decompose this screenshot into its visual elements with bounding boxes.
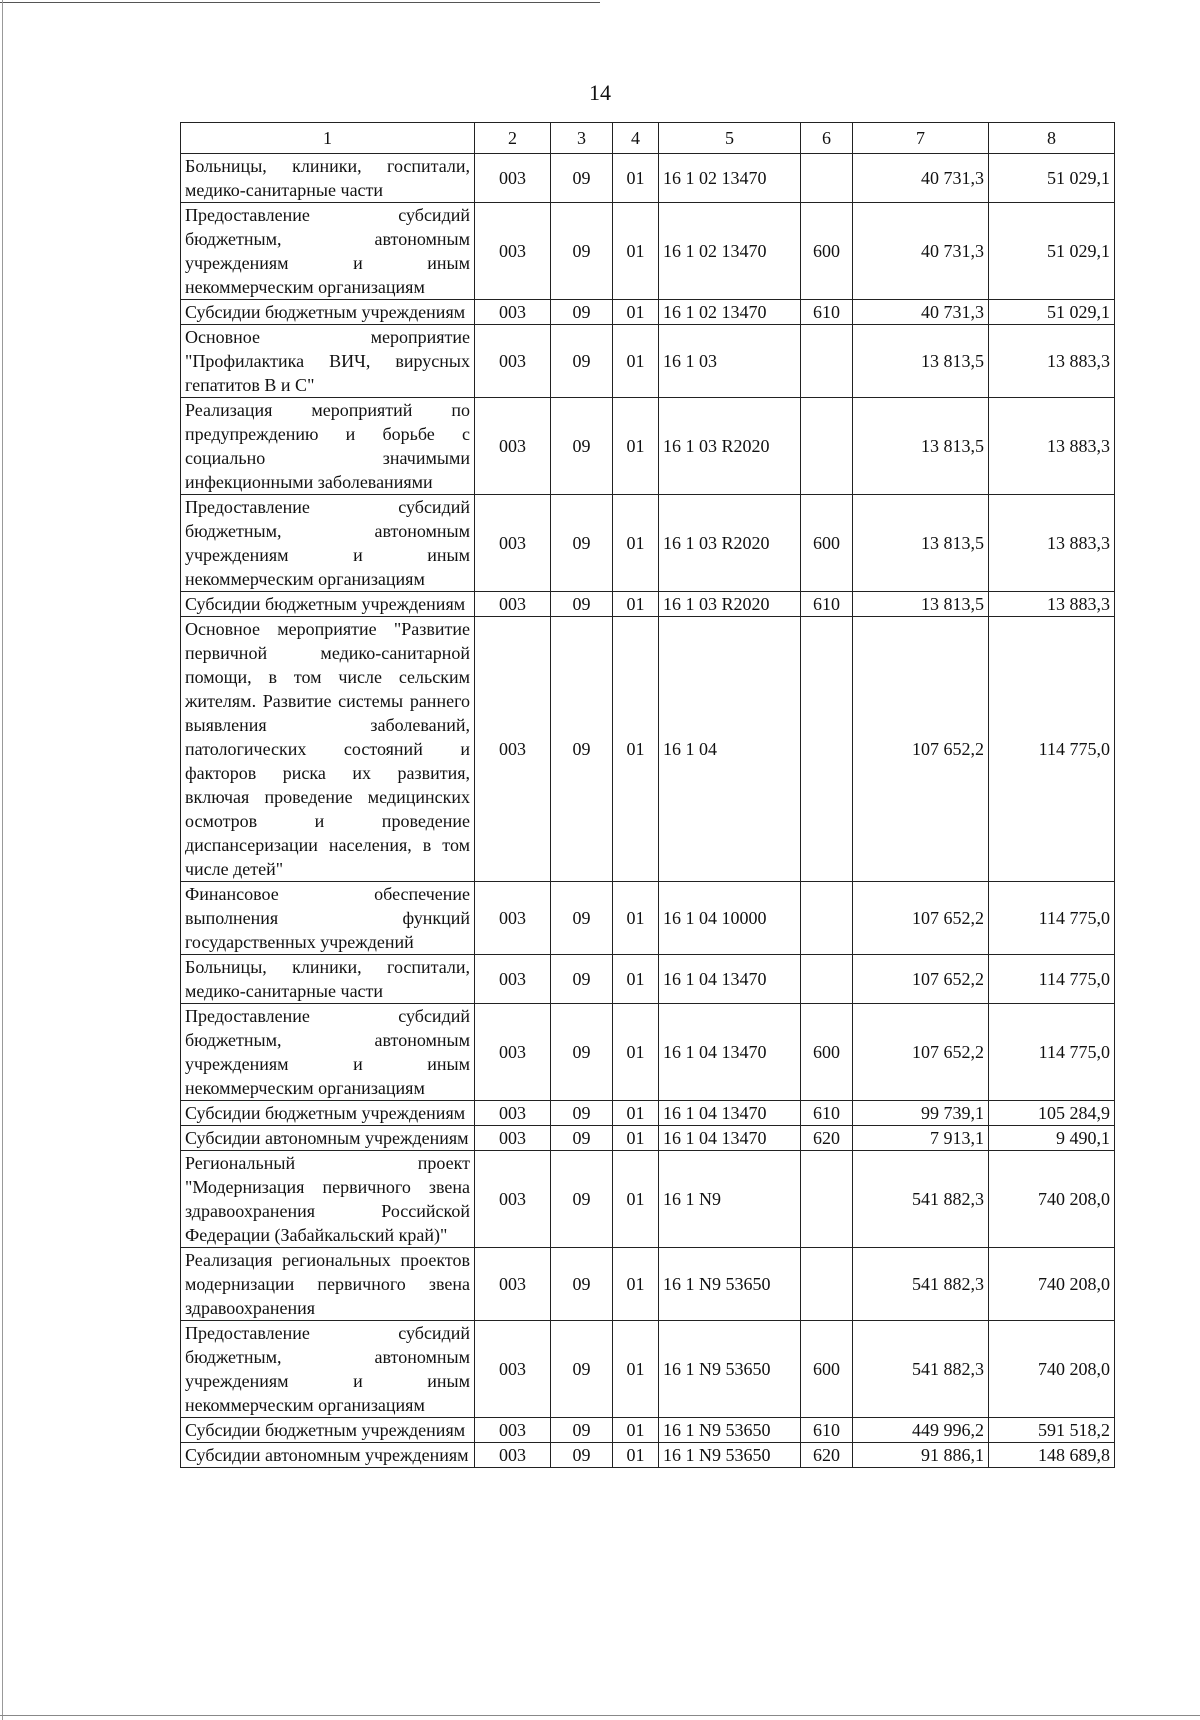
row-name-cell: Предоставление субсидий бюджетным, автономным учреждениям и иным некоммерческим организациям xyxy=(181,1321,475,1418)
subsection-cell: 01 xyxy=(613,1151,659,1248)
table-row xyxy=(181,325,1115,398)
target-article-cell: 16 1 04 10000 xyxy=(659,882,801,955)
section-cell: 09 xyxy=(551,1151,613,1248)
section-cell: 09 xyxy=(551,955,613,1004)
table-row xyxy=(181,882,1115,955)
row-name-cell: Субсидии бюджетным учреждениям xyxy=(181,300,475,325)
subsection-cell: 01 xyxy=(613,617,659,882)
row-name-cell: Региональный проект "Модернизация первичного звена здравоохранения Российской Федерации (Забайкальский край)" xyxy=(181,1151,475,1248)
table-row xyxy=(181,203,1115,300)
amount-year1-cell: 107 652,2 xyxy=(853,882,989,955)
expense-type-cell xyxy=(801,955,853,1004)
expense-type-cell: 600 xyxy=(801,1004,853,1101)
row-name-cell: Субсидии автономным учреждениям xyxy=(181,1126,475,1151)
subsection-cell: 01 xyxy=(613,1443,659,1468)
table-row xyxy=(181,1443,1115,1468)
target-article-cell: 16 1 04 xyxy=(659,617,801,882)
admin-code-cell: 003 xyxy=(475,1443,551,1468)
row-name-cell: Основное мероприятие "Профилактика ВИЧ, вирусных гепатитов В и С" xyxy=(181,325,475,398)
target-article-cell: 16 1 N9 53650 xyxy=(659,1248,801,1321)
header-cell: 7 xyxy=(853,123,989,154)
scan-edge-bottom xyxy=(0,1715,1200,1716)
header-cell: 3 xyxy=(551,123,613,154)
section-cell: 09 xyxy=(551,1443,613,1468)
row-name-cell: Субсидии бюджетным учреждениям xyxy=(181,1101,475,1126)
row-name-cell: Предоставление субсидий бюджетным, автономным учреждениям и иным некоммерческим организациям xyxy=(181,495,475,592)
subsection-cell: 01 xyxy=(613,495,659,592)
expense-type-cell xyxy=(801,398,853,495)
amount-year2-cell: 105 284,9 xyxy=(989,1101,1115,1126)
expense-type-cell: 600 xyxy=(801,1321,853,1418)
admin-code-cell: 003 xyxy=(475,495,551,592)
expense-type-cell: 600 xyxy=(801,203,853,300)
amount-year1-cell: 13 813,5 xyxy=(853,495,989,592)
amount-year1-cell: 541 882,3 xyxy=(853,1248,989,1321)
subsection-cell: 01 xyxy=(613,1004,659,1101)
admin-code-cell: 003 xyxy=(475,1418,551,1443)
expense-type-cell: 600 xyxy=(801,495,853,592)
row-name-cell: Предоставление субсидий бюджетным, автономным учреждениям и иным некоммерческим организациям xyxy=(181,203,475,300)
target-article-cell: 16 1 03 R2020 xyxy=(659,398,801,495)
amount-year1-cell: 107 652,2 xyxy=(853,1004,989,1101)
expense-type-cell xyxy=(801,1151,853,1248)
admin-code-cell: 003 xyxy=(475,592,551,617)
expense-type-cell: 610 xyxy=(801,300,853,325)
target-article-cell: 16 1 N9 xyxy=(659,1151,801,1248)
target-article-cell: 16 1 03 xyxy=(659,325,801,398)
subsection-cell: 01 xyxy=(613,203,659,300)
section-cell: 09 xyxy=(551,1321,613,1418)
table-row xyxy=(181,300,1115,325)
section-cell: 09 xyxy=(551,592,613,617)
target-article-cell: 16 1 03 R2020 xyxy=(659,495,801,592)
target-article-cell: 16 1 N9 53650 xyxy=(659,1418,801,1443)
subsection-cell: 01 xyxy=(613,1126,659,1151)
budget-table xyxy=(180,122,1115,1468)
amount-year2-cell: 51 029,1 xyxy=(989,300,1115,325)
admin-code-cell: 003 xyxy=(475,1004,551,1101)
table-row xyxy=(181,617,1115,882)
row-name-cell: Субсидии бюджетным учреждениям xyxy=(181,592,475,617)
amount-year1-cell: 91 886,1 xyxy=(853,1443,989,1468)
expense-type-cell: 610 xyxy=(801,592,853,617)
amount-year1-cell: 13 813,5 xyxy=(853,592,989,617)
row-name-cell: Реализация мероприятий по предупреждению и борьбе с социально значимыми инфекционными заболеваниями xyxy=(181,398,475,495)
amount-year1-cell: 107 652,2 xyxy=(853,955,989,1004)
row-name-cell: Финансовое обеспечение выполнения функций государственных учреждений xyxy=(181,882,475,955)
table-row xyxy=(181,1004,1115,1101)
amount-year2-cell: 51 029,1 xyxy=(989,203,1115,300)
table-row xyxy=(181,1248,1115,1321)
header-cell: 1 xyxy=(181,123,475,154)
header-cell: 5 xyxy=(659,123,801,154)
table-row xyxy=(181,495,1115,592)
table-row xyxy=(181,1321,1115,1418)
amount-year1-cell: 40 731,3 xyxy=(853,203,989,300)
table-row xyxy=(181,154,1115,203)
scan-edge-top xyxy=(0,2,600,3)
table-row xyxy=(181,1151,1115,1248)
section-cell: 09 xyxy=(551,1126,613,1151)
subsection-cell: 01 xyxy=(613,398,659,495)
subsection-cell: 01 xyxy=(613,300,659,325)
header-cell: 8 xyxy=(989,123,1115,154)
amount-year2-cell: 13 883,3 xyxy=(989,495,1115,592)
subsection-cell: 01 xyxy=(613,325,659,398)
amount-year2-cell: 114 775,0 xyxy=(989,882,1115,955)
amount-year2-cell: 740 208,0 xyxy=(989,1248,1115,1321)
admin-code-cell: 003 xyxy=(475,300,551,325)
target-article-cell: 16 1 N9 53650 xyxy=(659,1321,801,1418)
section-cell: 09 xyxy=(551,398,613,495)
header-cell: 2 xyxy=(475,123,551,154)
subsection-cell: 01 xyxy=(613,1418,659,1443)
subsection-cell: 01 xyxy=(613,1321,659,1418)
section-cell: 09 xyxy=(551,154,613,203)
amount-year2-cell: 13 883,3 xyxy=(989,592,1115,617)
scan-edge-left xyxy=(2,0,3,1720)
admin-code-cell: 003 xyxy=(475,154,551,203)
section-cell: 09 xyxy=(551,882,613,955)
section-cell: 09 xyxy=(551,1101,613,1126)
admin-code-cell: 003 xyxy=(475,955,551,1004)
expense-type-cell: 620 xyxy=(801,1126,853,1151)
admin-code-cell: 003 xyxy=(475,882,551,955)
subsection-cell: 01 xyxy=(613,882,659,955)
table-row xyxy=(181,955,1115,1004)
amount-year2-cell: 9 490,1 xyxy=(989,1126,1115,1151)
page-number: 14 xyxy=(589,80,611,105)
admin-code-cell: 003 xyxy=(475,1101,551,1126)
subsection-cell: 01 xyxy=(613,1101,659,1126)
target-article-cell: 16 1 N9 53650 xyxy=(659,1443,801,1468)
section-cell: 09 xyxy=(551,617,613,882)
amount-year2-cell: 13 883,3 xyxy=(989,325,1115,398)
amount-year2-cell: 148 689,8 xyxy=(989,1443,1115,1468)
row-name-cell: Реализация региональных проектов модернизации первичного звена здравоохранения xyxy=(181,1248,475,1321)
row-name-cell: Больницы, клиники, госпитали, медико-санитарные части xyxy=(181,955,475,1004)
amount-year2-cell: 13 883,3 xyxy=(989,398,1115,495)
section-cell: 09 xyxy=(551,1248,613,1321)
row-name-cell: Субсидии автономным учреждениям xyxy=(181,1443,475,1468)
amount-year2-cell: 740 208,0 xyxy=(989,1321,1115,1418)
amount-year1-cell: 40 731,3 xyxy=(853,154,989,203)
header-cell: 4 xyxy=(613,123,659,154)
subsection-cell: 01 xyxy=(613,955,659,1004)
expense-type-cell: 610 xyxy=(801,1418,853,1443)
expense-type-cell xyxy=(801,617,853,882)
amount-year1-cell: 13 813,5 xyxy=(853,325,989,398)
amount-year2-cell: 740 208,0 xyxy=(989,1151,1115,1248)
admin-code-cell: 003 xyxy=(475,617,551,882)
amount-year1-cell: 541 882,3 xyxy=(853,1151,989,1248)
target-article-cell: 16 1 02 13470 xyxy=(659,300,801,325)
subsection-cell: 01 xyxy=(613,592,659,617)
table-row xyxy=(181,1101,1115,1126)
amount-year1-cell: 13 813,5 xyxy=(853,398,989,495)
admin-code-cell: 003 xyxy=(475,1248,551,1321)
amount-year1-cell: 7 913,1 xyxy=(853,1126,989,1151)
amount-year2-cell: 591 518,2 xyxy=(989,1418,1115,1443)
amount-year2-cell: 114 775,0 xyxy=(989,617,1115,882)
target-article-cell: 16 1 02 13470 xyxy=(659,154,801,203)
subsection-cell: 01 xyxy=(613,154,659,203)
admin-code-cell: 003 xyxy=(475,1151,551,1248)
section-cell: 09 xyxy=(551,325,613,398)
section-cell: 09 xyxy=(551,495,613,592)
row-name-cell: Основное мероприятие "Развитие первичной медико-санитарной помощи, в том числе сельским жителям. Развитие системы раннего выявления заболеваний, патологических состояний и факторов риска их развития, включая проведение медицинских осмотров и проведение диспансеризации населения, в том числе детей" xyxy=(181,617,475,882)
expense-type-cell: 620 xyxy=(801,1443,853,1468)
target-article-cell: 16 1 04 13470 xyxy=(659,955,801,1004)
table-row xyxy=(181,398,1115,495)
admin-code-cell: 003 xyxy=(475,1321,551,1418)
expense-type-cell: 610 xyxy=(801,1101,853,1126)
target-article-cell: 16 1 03 R2020 xyxy=(659,592,801,617)
amount-year2-cell: 114 775,0 xyxy=(989,955,1115,1004)
target-article-cell: 16 1 02 13470 xyxy=(659,203,801,300)
target-article-cell: 16 1 04 13470 xyxy=(659,1126,801,1151)
expense-type-cell xyxy=(801,882,853,955)
header-cell: 6 xyxy=(801,123,853,154)
section-cell: 09 xyxy=(551,1004,613,1101)
target-article-cell: 16 1 04 13470 xyxy=(659,1101,801,1126)
subsection-cell: 01 xyxy=(613,1248,659,1321)
section-cell: 09 xyxy=(551,203,613,300)
admin-code-cell: 003 xyxy=(475,398,551,495)
amount-year1-cell: 99 739,1 xyxy=(853,1101,989,1126)
expense-type-cell xyxy=(801,154,853,203)
admin-code-cell: 003 xyxy=(475,1126,551,1151)
row-name-cell: Предоставление субсидий бюджетным, автономным учреждениям и иным некоммерческим организациям xyxy=(181,1004,475,1101)
amount-year1-cell: 40 731,3 xyxy=(853,300,989,325)
expense-type-cell xyxy=(801,325,853,398)
amount-year2-cell: 114 775,0 xyxy=(989,1004,1115,1101)
expense-type-cell xyxy=(801,1248,853,1321)
row-name-cell: Больницы, клиники, госпитали, медико-санитарные части xyxy=(181,154,475,203)
admin-code-cell: 003 xyxy=(475,203,551,300)
amount-year1-cell: 107 652,2 xyxy=(853,617,989,882)
table-header-row xyxy=(181,123,1115,154)
table-row xyxy=(181,1418,1115,1443)
table-row xyxy=(181,1126,1115,1151)
section-cell: 09 xyxy=(551,300,613,325)
amount-year1-cell: 449 996,2 xyxy=(853,1418,989,1443)
amount-year2-cell: 51 029,1 xyxy=(989,154,1115,203)
admin-code-cell: 003 xyxy=(475,325,551,398)
section-cell: 09 xyxy=(551,1418,613,1443)
row-name-cell: Субсидии бюджетным учреждениям xyxy=(181,1418,475,1443)
target-article-cell: 16 1 04 13470 xyxy=(659,1004,801,1101)
table-body xyxy=(181,154,1115,1468)
amount-year1-cell: 541 882,3 xyxy=(853,1321,989,1418)
table-row xyxy=(181,592,1115,617)
